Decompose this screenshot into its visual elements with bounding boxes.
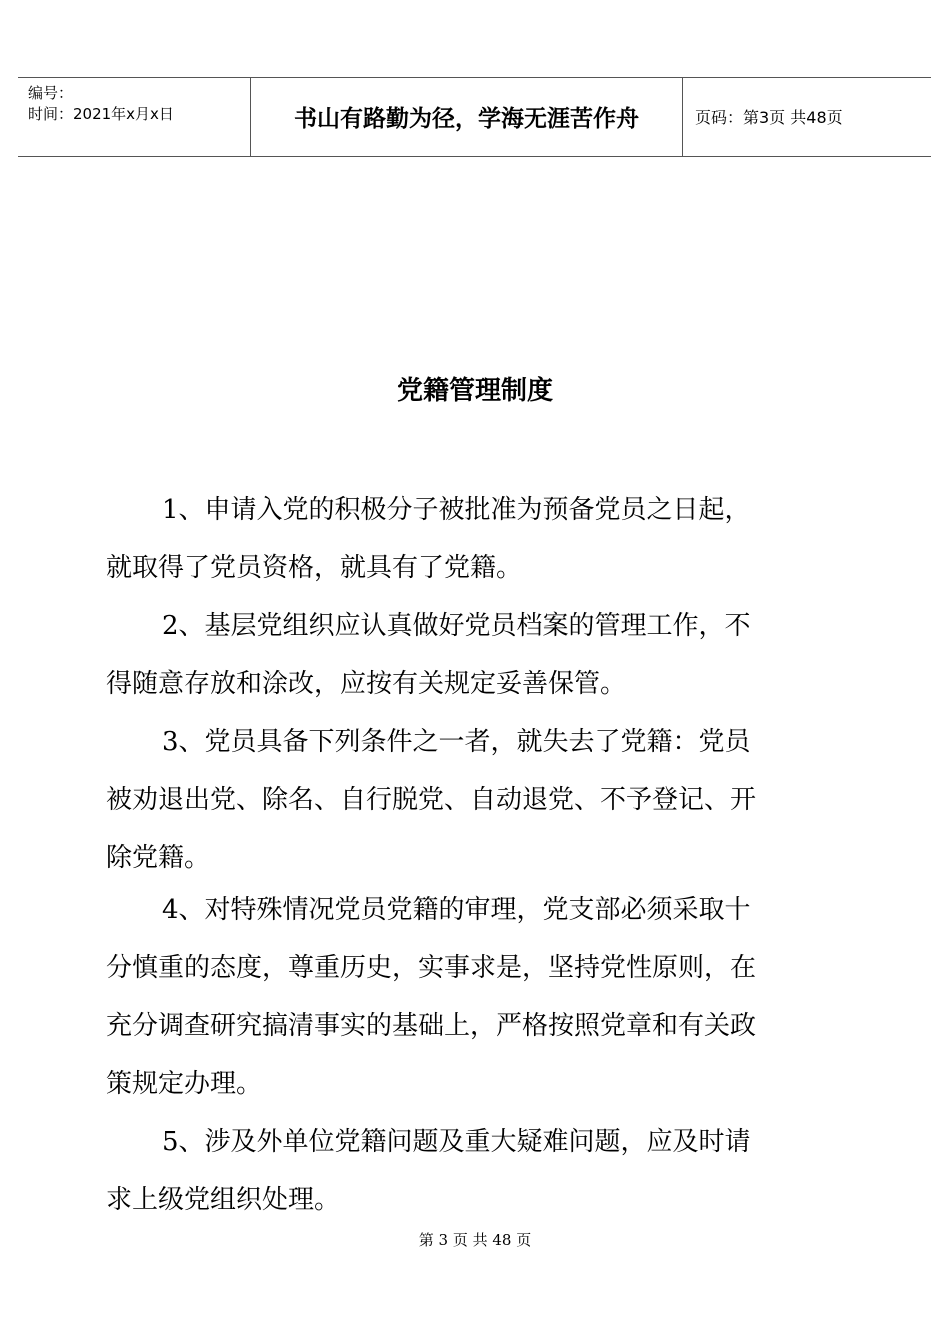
paragraph-4-line-4: 策规定办理。 bbox=[106, 1069, 263, 1099]
paragraph-3-line-3: 除党籍。 bbox=[106, 843, 211, 873]
paragraph-2-line-1: 2、基层党组织应认真做好党员档案的管理工作，不 bbox=[162, 611, 751, 641]
header-motto-cell bbox=[251, 78, 683, 156]
header-motto: 书山有路勤为径，学海无涯苦作舟 bbox=[294, 106, 639, 132]
document-header bbox=[18, 77, 931, 157]
paragraph-1-line-1: 1、申请入党的积极分子被批准为预备党员之日起， bbox=[162, 495, 751, 525]
paragraph-5-line-1: 5、涉及外单位党籍问题及重大疑难问题，应及时请 bbox=[162, 1127, 751, 1157]
paragraph-5-line-2: 求上级党组织处理。 bbox=[106, 1185, 341, 1215]
page-footer: 第 3 页 共 48 页 bbox=[418, 1231, 532, 1249]
serial-number-label: 编号： bbox=[28, 84, 74, 102]
paragraph-3-line-1: 3、党员具备下列条件之一者，就失去了党籍：党员 bbox=[162, 727, 751, 757]
paragraph-2-line-2: 得随意存放和涂改，应按有关规定妥善保管。 bbox=[106, 669, 627, 699]
paragraph-3-line-2: 被劝退出党、除名、自行脱党、自动退党、不予登记、开 bbox=[106, 785, 757, 815]
header-meta-cell bbox=[18, 78, 251, 156]
date-label: 时间：2021年x月x日 bbox=[28, 105, 174, 123]
document-title: 党籍管理制度 bbox=[396, 376, 553, 406]
header-page-code: 页码：第3页 共48页 bbox=[695, 108, 843, 127]
paragraph-4-line-2: 分慎重的态度，尊重历史，实事求是，坚持党性原则，在 bbox=[106, 953, 757, 983]
paragraph-4-line-3: 充分调查研究搞清事实的基础上，严格按照党章和有关政 bbox=[106, 1011, 757, 1041]
paragraph-4-line-1: 4、对特殊情况党员党籍的审理，党支部必须采取十 bbox=[162, 895, 751, 925]
header-page-cell bbox=[683, 78, 931, 156]
paragraph-1-line-2: 就取得了党员资格，就具有了党籍。 bbox=[106, 553, 523, 583]
